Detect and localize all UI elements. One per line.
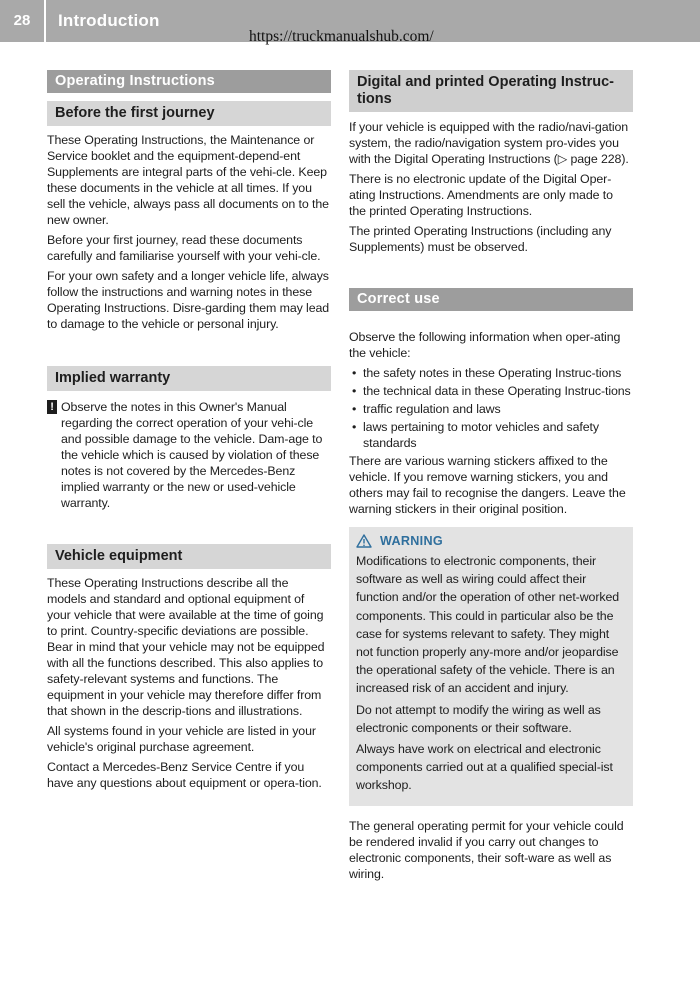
source-url[interactable]: https://truckmanualshub.com/ (249, 28, 434, 45)
bullet-icon: • (352, 384, 357, 398)
paragraph: Observe the following information when oper-ating the vehicle: (349, 330, 621, 360)
paragraph: Contact a Mercedes-Benz Service Centre if you have any questions about equipment or opera-tion. (47, 760, 322, 790)
section-heading-correct-use: Correct use (349, 288, 633, 311)
left-column (47, 70, 331, 791)
exclamation-icon: ! (47, 400, 57, 414)
list-item: • traffic regulation and laws (352, 402, 501, 416)
warning-label: WARNING (380, 534, 443, 548)
paragraph: There is no electronic update of the Digital Oper-ating Instructions. Amendments are only made to the printed Operating Instructions. (349, 172, 613, 218)
section-heading-vehicle-equipment: Vehicle equipment (47, 544, 331, 569)
section-heading-operating-instructions: Operating Instructions (47, 70, 331, 93)
right-column (349, 70, 633, 882)
bullet-icon: • (352, 402, 357, 416)
warning-box (349, 527, 633, 806)
subsection-heading-before-first-journey: Before the first journey (47, 101, 331, 126)
bullet-icon: • (352, 420, 357, 434)
chapter-title: Introduction (58, 11, 160, 30)
paragraph: Before your first journey, read these documents carefully and familiarise yourself with your vehi-cle. (47, 233, 321, 263)
section-heading-digital-printed: Digital and printed Operating Instruc-tions (349, 70, 633, 112)
correct-use-list (349, 365, 633, 451)
warranty-note (47, 399, 331, 511)
paragraph: These Operating Instructions describe all the models and standard and optional equipment of your vehicle that were available at the time of going to print. Country-specific deviations are possible. Bear in mind that your vehicle may not be equipped with all the functions described. This also applies to safety-relevant systems and functions. The equipment in your vehicle may therefore differ from that shown in the descrip-tions and illustrations. (47, 576, 325, 718)
warning-paragraph: Always have work on electrical and electronic components carried out at a qualified special-ist workshop. (356, 742, 613, 793)
warranty-note-text: Observe the notes in this Owner's Manual regarding the correct operation of your vehi-cle and possible damage to the vehicle. Dam-age to the vehicle which is caused by violation of these notes is not covered by the Mercedes-Benz implied warranty or the new or used-vehicle warranty. (61, 400, 323, 510)
section-heading-implied-warranty: Implied warranty (47, 366, 331, 391)
warning-paragraph: Do not attempt to modify the wiring as well as electronic components or their software. (356, 702, 601, 735)
paragraph: These Operating Instructions, the Maintenance or Service booklet and the equipment-depend-ent Supplements are integral parts of the vehi-cle. Keep these documents in the vehicle at all times. If you sell the vehicle, always pass all documents on to the new owner. (47, 133, 329, 227)
bullet-icon: • (352, 366, 357, 380)
paragraph: The printed Operating Instructions (including any Supplements) must be observed. (349, 224, 612, 254)
paragraph: There are various warning stickers affixed to the vehicle. If you remove warning stickers, you and others may fail to recognise the dangers. Leave the warning stickers in their original position. (349, 454, 626, 516)
warning-paragraph: Modifications to electronic components, their software as well as wiring could affect their function and/or the operation of other net-worked components. This could in particular also be the case for systems relevant to safety. They might not function properly any-more and/or jeopardise the operational safety of the vehicle. There is an increased risk of an accident and injury. (356, 554, 620, 696)
warning-triangle-icon (356, 534, 372, 548)
list-item: • laws pertaining to motor vehicles and safety standards (352, 420, 599, 450)
warning-header (356, 534, 626, 548)
paragraph: If your vehicle is equipped with the radio/navi-gation system, the radio/navigation system pro-vides you with the Digital Operating Instructions (▷ page 228). (349, 120, 629, 166)
paragraph: The general operating permit for your vehicle could be rendered invalid if you carry out changes to electronic components, their soft-ware as well as wiring. (349, 818, 624, 881)
page-number: 28 (0, 0, 46, 42)
paragraph: All systems found in your vehicle are listed in your vehicle's original purchase agreement. (47, 724, 316, 754)
paragraph: For your own safety and a longer vehicle life, always follow the instructions and warning notes in these Operating Instructions. Disre-garding them may lead to damage to the vehicle or personal injury. (47, 269, 330, 331)
list-item: • the safety notes in these Operating Instruc-tions (352, 366, 622, 380)
list-item: • the technical data in these Operating Instruc-tions (352, 384, 631, 398)
